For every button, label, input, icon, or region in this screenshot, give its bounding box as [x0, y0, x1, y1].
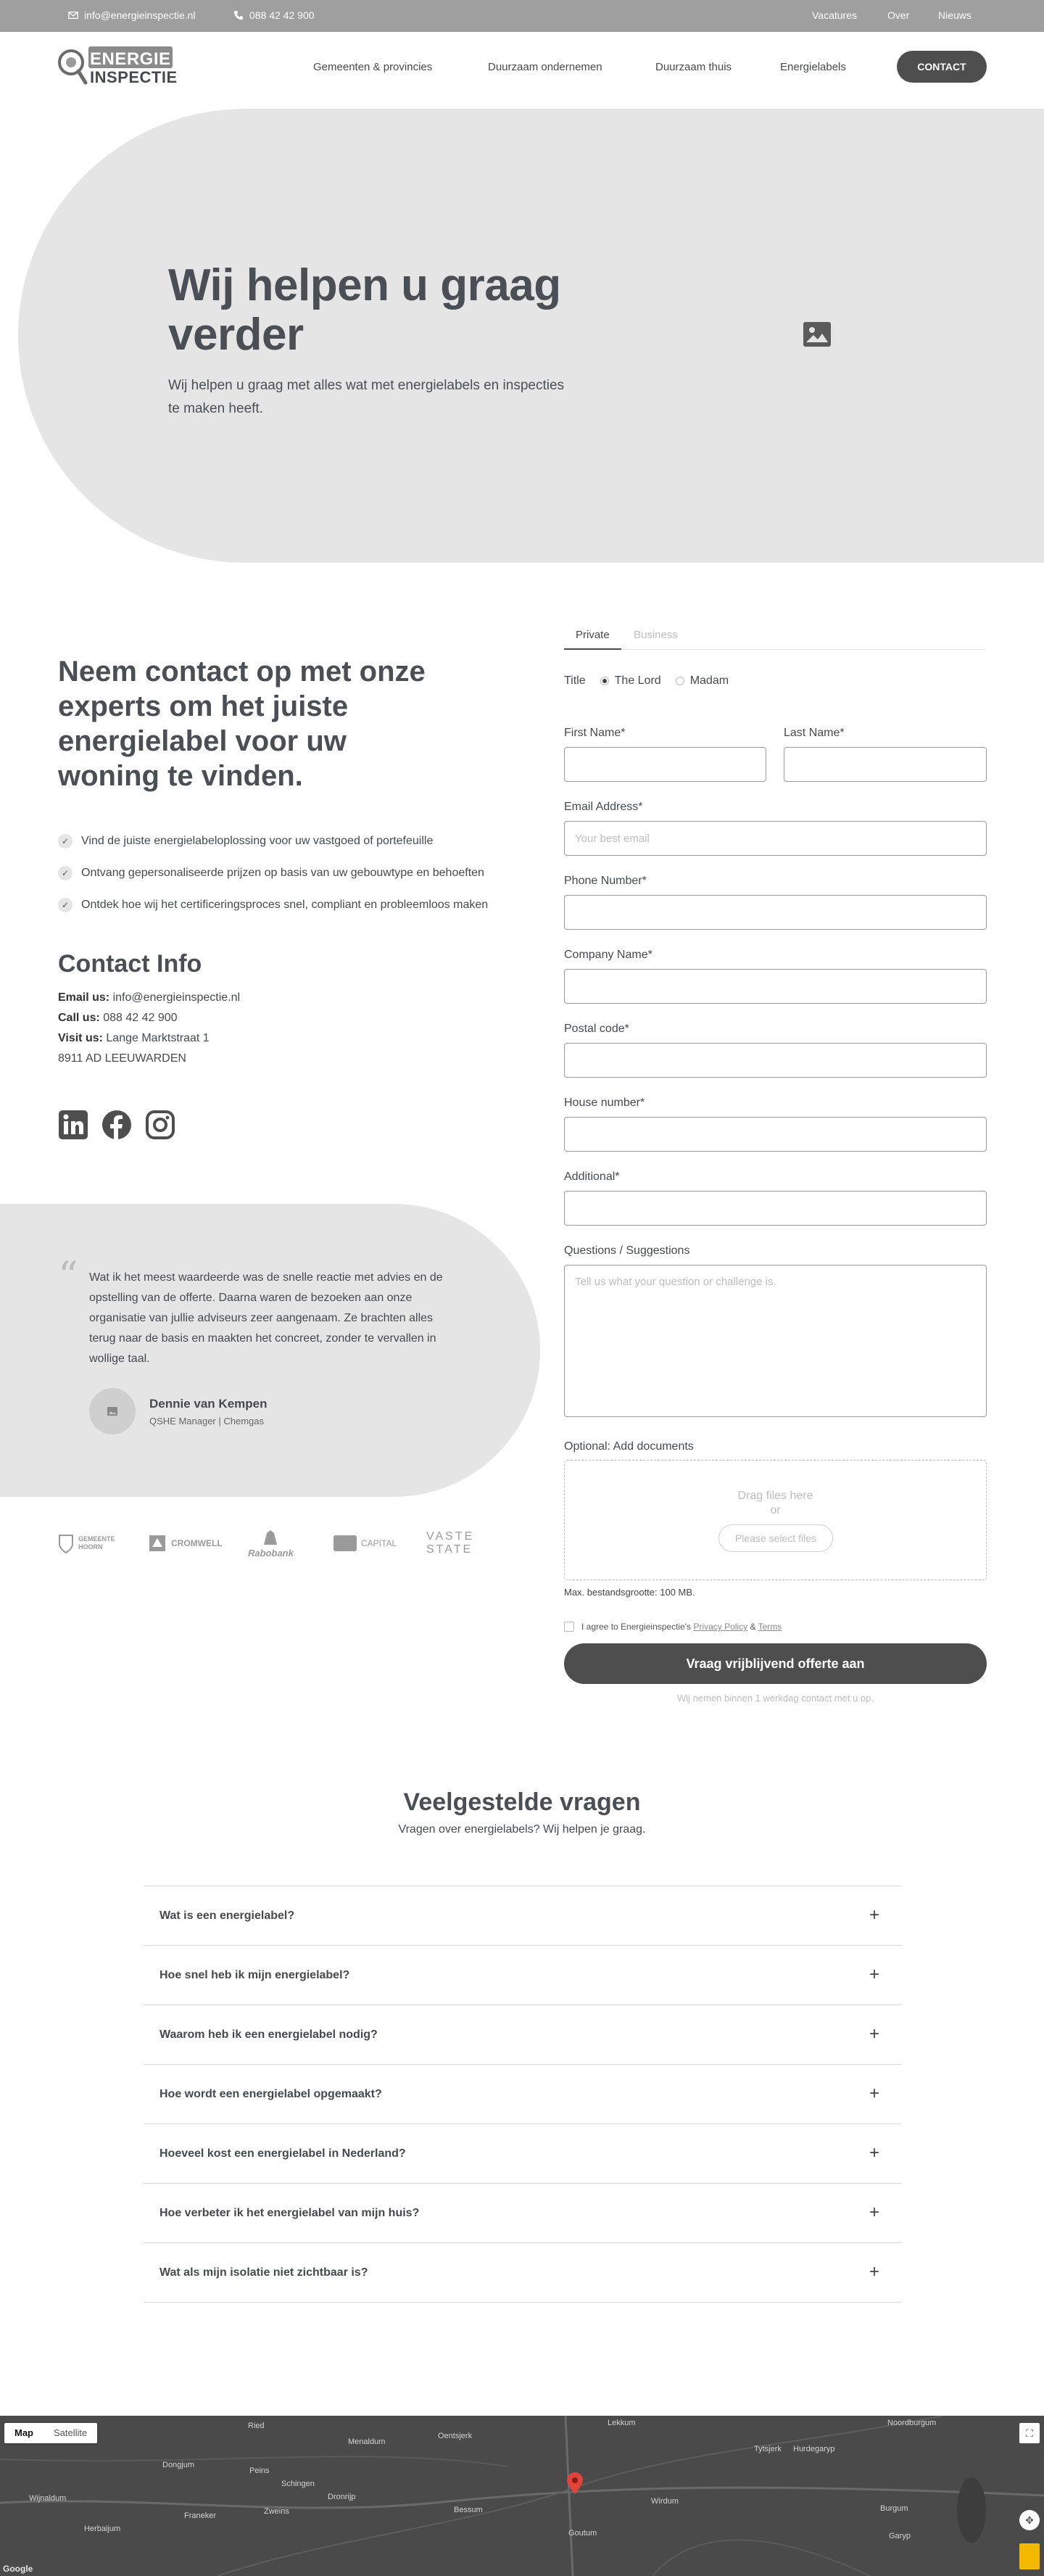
map-camera-control-icon[interactable]: ✥ [1019, 2510, 1040, 2530]
faq-question: Hoe snel heb ik mijn energielabel? [160, 1968, 350, 1981]
company-field[interactable] [564, 969, 987, 1004]
google-logo: Google [3, 2564, 33, 2574]
tab-business[interactable]: Business [634, 629, 678, 641]
cromwell-mark-icon [148, 1534, 167, 1553]
testimonial-role: QSHE Manager | Chemgas [149, 1416, 264, 1427]
first-name-label: First Name* [564, 727, 626, 739]
map-place: Menaldum [348, 2437, 386, 2446]
company-name-label: Company Name* [564, 949, 652, 961]
call-label: Call us: [58, 1012, 100, 1024]
postal-code-label: Postal code* [564, 1023, 629, 1035]
agree-terms [564, 1622, 782, 1632]
map-place: Oentsjerk [438, 2432, 473, 2440]
nav-energielabels[interactable]: Energielabels [780, 61, 846, 73]
or-text: or [770, 1504, 781, 1516]
contact-info-title: Contact Info [58, 950, 202, 978]
social-links [58, 1110, 175, 1140]
drag-files-text: Drag files here [737, 1490, 813, 1502]
partner-logo-text: Rabobank [248, 1547, 294, 1559]
map-place: Peins [249, 2466, 270, 2475]
nav-duurzaam-thuis[interactable]: Duurzaam thuis [655, 61, 732, 73]
faq-question: Hoe verbeter ik het energielabel van mijn huis? [160, 2206, 420, 2219]
terms-link[interactable]: Terms [758, 1622, 782, 1632]
phone-number-label: Phone Number* [564, 875, 647, 887]
top-bar [0, 0, 1044, 32]
email-field[interactable] [564, 821, 987, 856]
faq-item[interactable] [144, 2243, 901, 2303]
plus-icon: + [869, 2084, 879, 2103]
last-name-label: Last Name* [784, 727, 845, 739]
check-icon: ✓ [58, 898, 72, 912]
faq-question: Hoe wordt een energielabel opgemaakt? [160, 2087, 382, 2100]
testimonial-name: Dennie van Kempen [149, 1397, 268, 1411]
radio-unselected-icon [676, 677, 684, 685]
partner-logo-rabobank [248, 1523, 294, 1564]
benefits-list [58, 825, 488, 921]
hero-subtitle: Wij helpen u graag met alles wat met energielabels en inspecties te maken heeft. [168, 378, 565, 416]
topbar-email-text: info@energieinspectie.nl [84, 9, 196, 21]
faq-item[interactable] [144, 2005, 901, 2065]
faq-item[interactable] [144, 1946, 901, 2005]
faq-list [144, 1886, 901, 2303]
additional-label: Additional* [564, 1171, 620, 1183]
partner-logo-vaste-state [426, 1523, 492, 1564]
visit-label: Visit us: [58, 1032, 103, 1044]
map-place: Noordburgum [887, 2419, 937, 2427]
agree-checkbox[interactable] [564, 1622, 574, 1632]
partner-logo-text: GEMEENTE HOORN [78, 1535, 115, 1551]
partner-logo-cromwell [148, 1523, 223, 1564]
map-place: Schingen [281, 2480, 315, 2488]
map-tab-map[interactable]: Map [14, 2427, 33, 2438]
faq-question: Wat als mijn isolatie niet zichtbaar is? [160, 2266, 368, 2279]
testimonial-quote: Wat ik het meest waardeerde was de snelle reactie met advies en de opstelling van de offerte. Daarna waren de bezoeken aan onze organisatie van jullie adviseurs zeer aangenaam. Ze brachten alles terug naar de basis en maakten het concreet, zonder te vervallen in wollige taal. [89, 1271, 443, 1365]
map-place: Garyp [889, 2532, 911, 2540]
map-place: Bessum [454, 2506, 483, 2514]
postal-code-field[interactable] [564, 1043, 987, 1078]
map-tab-satellite[interactable]: Satellite [54, 2427, 88, 2438]
check-icon: ✓ [58, 866, 72, 880]
submit-quote-button[interactable]: Vraag vrijblijvend offerte aan [564, 1643, 987, 1684]
benefit-item [58, 889, 488, 921]
title-label: Title [564, 674, 586, 687]
benefit-item [58, 857, 488, 889]
map-place: Franeker [184, 2511, 217, 2520]
faq-item[interactable] [144, 1886, 901, 1946]
avatar [89, 1388, 136, 1434]
benefit-text: Ontdek hoe wij het certificeringsproces snel, compliant en probleemloos maken [81, 899, 489, 911]
radio-label: Madam [689, 674, 729, 687]
partner-logo-text: VASTE STATE [426, 1530, 475, 1556]
phone-field[interactable] [564, 895, 987, 930]
address-city: 8911 AD LEEUWARDEN [58, 1052, 186, 1065]
contact-lead-heading: Neem contact op met onze experts om het juiste energielabel voor uw woning te vinden. [58, 656, 426, 792]
agree-text: I agree to Energieinspectie's [581, 1622, 692, 1632]
benefit-text: Ontvang gepersonaliseerde prijzen op basis van uw gebouwtype en behoeften [81, 867, 484, 879]
image-placeholder-icon [803, 322, 831, 347]
title-radio-group [564, 674, 729, 688]
faq-subtitle: Vragen over energielabels? Wij helpen je graag. [398, 1823, 646, 1836]
faq-question: Hoeveel kost een energielabel in Nederland? [160, 2147, 406, 2160]
file-dropzone[interactable] [564, 1460, 987, 1580]
map-pin-icon[interactable] [567, 2472, 583, 2494]
map-place: Tytsjerk [754, 2445, 782, 2453]
last-name-field[interactable] [784, 747, 987, 782]
map-place: Zweins [264, 2507, 289, 2516]
instagram-icon[interactable] [145, 1110, 175, 1140]
rabobank-mark-icon [261, 1529, 280, 1546]
privacy-policy-link[interactable]: Privacy Policy [693, 1622, 748, 1632]
select-files-button[interactable]: Please select files [718, 1524, 833, 1552]
radio-selected-icon [600, 677, 609, 685]
map-place: Dronrijp [328, 2493, 356, 2501]
topbar-email[interactable] [68, 9, 196, 21]
partner-logo-text: CAPITAL [361, 1538, 397, 1548]
plus-icon: + [869, 2143, 879, 2163]
faq-item[interactable] [144, 2065, 901, 2124]
logo[interactable] [57, 46, 178, 90]
plus-icon: + [869, 2024, 879, 2044]
faq-question: Wat is een energielabel? [160, 1909, 295, 1922]
nav-duurzaam-ondernemen[interactable]: Duurzaam ondernemen [488, 61, 602, 73]
contact-button[interactable]: CONTACT [897, 51, 987, 83]
faq-title: Veelgestelde vragen [403, 1788, 641, 1816]
logo-mark-icon [57, 48, 88, 87]
map-place: Lekkum [608, 2419, 636, 2427]
street-view-icon[interactable] [1019, 2543, 1040, 2569]
faq-question: Waarom heb ik een energielabel nodig? [160, 2028, 378, 2041]
house-number-label: House number* [564, 1097, 645, 1109]
map-place: Goutum [568, 2529, 597, 2538]
faq-item[interactable] [144, 2124, 901, 2184]
map-place: Hurdegaryp [793, 2445, 835, 2453]
partner-logo-text: CROMWELL [171, 1538, 223, 1548]
email-label: Email us: [58, 991, 110, 1004]
map-place: Wirdum [651, 2497, 679, 2506]
location-map[interactable] [0, 2416, 1044, 2576]
radio-madam[interactable] [676, 674, 729, 688]
address-street: Lange Marktstraat 1 [106, 1032, 210, 1044]
additional-field[interactable] [564, 1191, 987, 1226]
nav-gemeenten[interactable]: Gemeenten & provincies [313, 61, 433, 73]
partner-logo-capital [334, 1523, 397, 1564]
topnav-nieuws[interactable]: Nieuws [938, 9, 972, 21]
partner-logo-hoorn [58, 1523, 115, 1564]
radio-the-lord[interactable] [600, 674, 661, 688]
contact-info-details [58, 988, 240, 1069]
check-icon: ✓ [58, 834, 72, 849]
form-tabs [564, 622, 986, 650]
submit-note: Wij nemen binnen 1 werkdag contact met u op. [677, 1693, 874, 1704]
hero-title: Wij helpen u graag verder [168, 260, 561, 360]
capital-mark-icon [334, 1534, 357, 1553]
plus-icon: + [869, 1905, 879, 1925]
contact-phone-link[interactable]: 088 42 42 900 [103, 1012, 178, 1024]
topbar-phone-text: 088 42 42 900 [249, 9, 315, 21]
logo-line2: INSPECTIE [90, 68, 178, 86]
map-place: Wijnaldum [29, 2494, 67, 2503]
faq-item[interactable] [144, 2184, 901, 2243]
crest-icon [58, 1532, 74, 1554]
logo-line1: ENERGIE [90, 49, 171, 69]
topnav-over[interactable]: Over [887, 9, 910, 21]
mail-icon [68, 10, 78, 20]
house-number-field[interactable] [564, 1117, 987, 1152]
tab-private[interactable]: Private [564, 622, 621, 650]
first-name-field[interactable] [564, 747, 766, 782]
plus-icon: + [869, 2203, 879, 2222]
fullscreen-icon[interactable]: ⛶ [1019, 2423, 1040, 2443]
topnav-vacatures[interactable]: Vacatures [812, 9, 857, 21]
max-file-size: Max. bestandsgrootte: 100 MB. [564, 1587, 695, 1598]
benefit-text: Vind de juiste energielabeloplossing voor uw vastgoed of portefeuille [81, 835, 434, 847]
map-place: Herbaijum [84, 2525, 121, 2533]
radio-label: The Lord [614, 674, 661, 687]
contact-email-link[interactable]: info@energieinspectie.nl [112, 991, 241, 1004]
topbar-phone[interactable] [233, 9, 315, 21]
questions-textarea[interactable] [564, 1265, 987, 1417]
map-roads [0, 2416, 1044, 2576]
phone-icon [233, 10, 244, 20]
questions-label: Questions / Suggestions [564, 1244, 690, 1257]
image-placeholder-icon [107, 1407, 117, 1416]
map-place: Dongjum [162, 2461, 195, 2469]
main-header [0, 32, 1044, 109]
documents-label: Optional: Add documents [564, 1440, 694, 1453]
plus-icon: + [869, 1965, 879, 1984]
quote-icon: “ [58, 1253, 78, 1299]
email-address-label: Email Address* [564, 801, 643, 813]
and-text: & [750, 1622, 756, 1632]
map-type-tabs [4, 2423, 97, 2443]
map-place: Ried [248, 2422, 265, 2430]
benefit-item [58, 825, 488, 857]
plus-icon: + [869, 2262, 879, 2282]
map-place: Burgum [880, 2504, 908, 2513]
facebook-icon[interactable] [102, 1110, 132, 1140]
partner-logos [58, 1523, 493, 1564]
linkedin-icon[interactable] [58, 1110, 88, 1140]
